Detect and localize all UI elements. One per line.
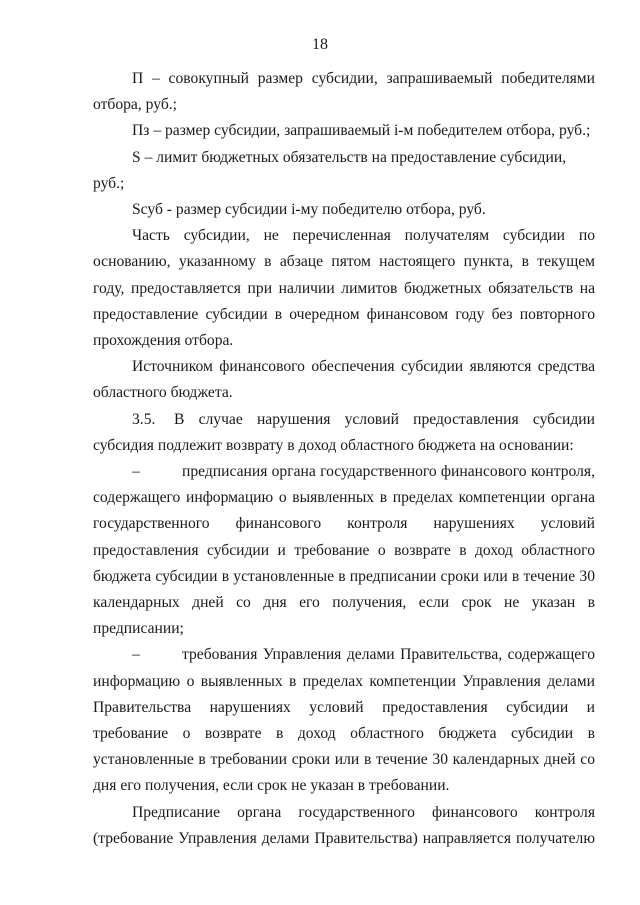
list-item-requirement: – требования Управления делами Правительства, содержащего информацию о выявленных в пределах компетенции Управления делами Правительства нарушениях условий предоставления субсидии и требование о возврате в доход областного бюджета субсидии в установленные в требовании сроки или в течение 30 календарных дней со дня его получения, если срок не указан в требовании. <box>93 642 595 799</box>
paragraph-definition-ssub: Sсуб - размер субсидии i-му победителю отбора, руб. <box>132 201 486 219</box>
paragraph-clause-3-5: 3.5. В случае нарушения условий предоставления субсидии субсидия подлежит возврату в доход областного бюджета на основании: <box>93 407 595 459</box>
clause-number: 3.5. <box>132 410 156 428</box>
paragraph-unallocated-subsidy: Часть субсидии, не перечисленная получателям субсидии по основанию, указанному в абзаце пятом настоящего пункта, в текущем году, предоставляется при наличии лимитов бюджетных обязательств на предоставление субсидии в очередном финансовом году без повторного прохождения отбора. <box>93 227 595 350</box>
paragraph-definition-pz: Пз – размер субсидии, запрашиваемый i-м победителем отбора, руб.; <box>132 122 591 140</box>
list-dash-marker: – <box>132 463 140 481</box>
document-body <box>93 66 595 852</box>
list-item-prescription: – предписания органа государственного финансового контроля, содержащего информацию о выявленных в пределах компетенции органа государственного финансового контроля нарушениях условий предоставления субсидии и требование о возврате в доход областного бюджета субсидии в установленные в предписании сроки или в течение 30 календарных дней со дня его получения, если срок не указан в предписании; <box>93 459 595 642</box>
paragraph-definition-p: П – совокупный размер субсидии, запрашиваемый победителями отбора, руб.; <box>93 70 595 114</box>
paragraph-funding-source: Источником финансового обеспечения субсидии являются средства областного бюджета. <box>93 358 595 402</box>
paragraph-definition-s: S – лимит бюджетных обязательств на предоставление субсидии, руб.; <box>93 148 567 192</box>
list-dash-marker: – <box>132 646 140 664</box>
paragraph-prescription-sent: Предписание органа государственного финансового контроля (требование Управления делами Правительства) направляется получателю <box>93 803 595 847</box>
page-number: 18 <box>312 36 328 53</box>
